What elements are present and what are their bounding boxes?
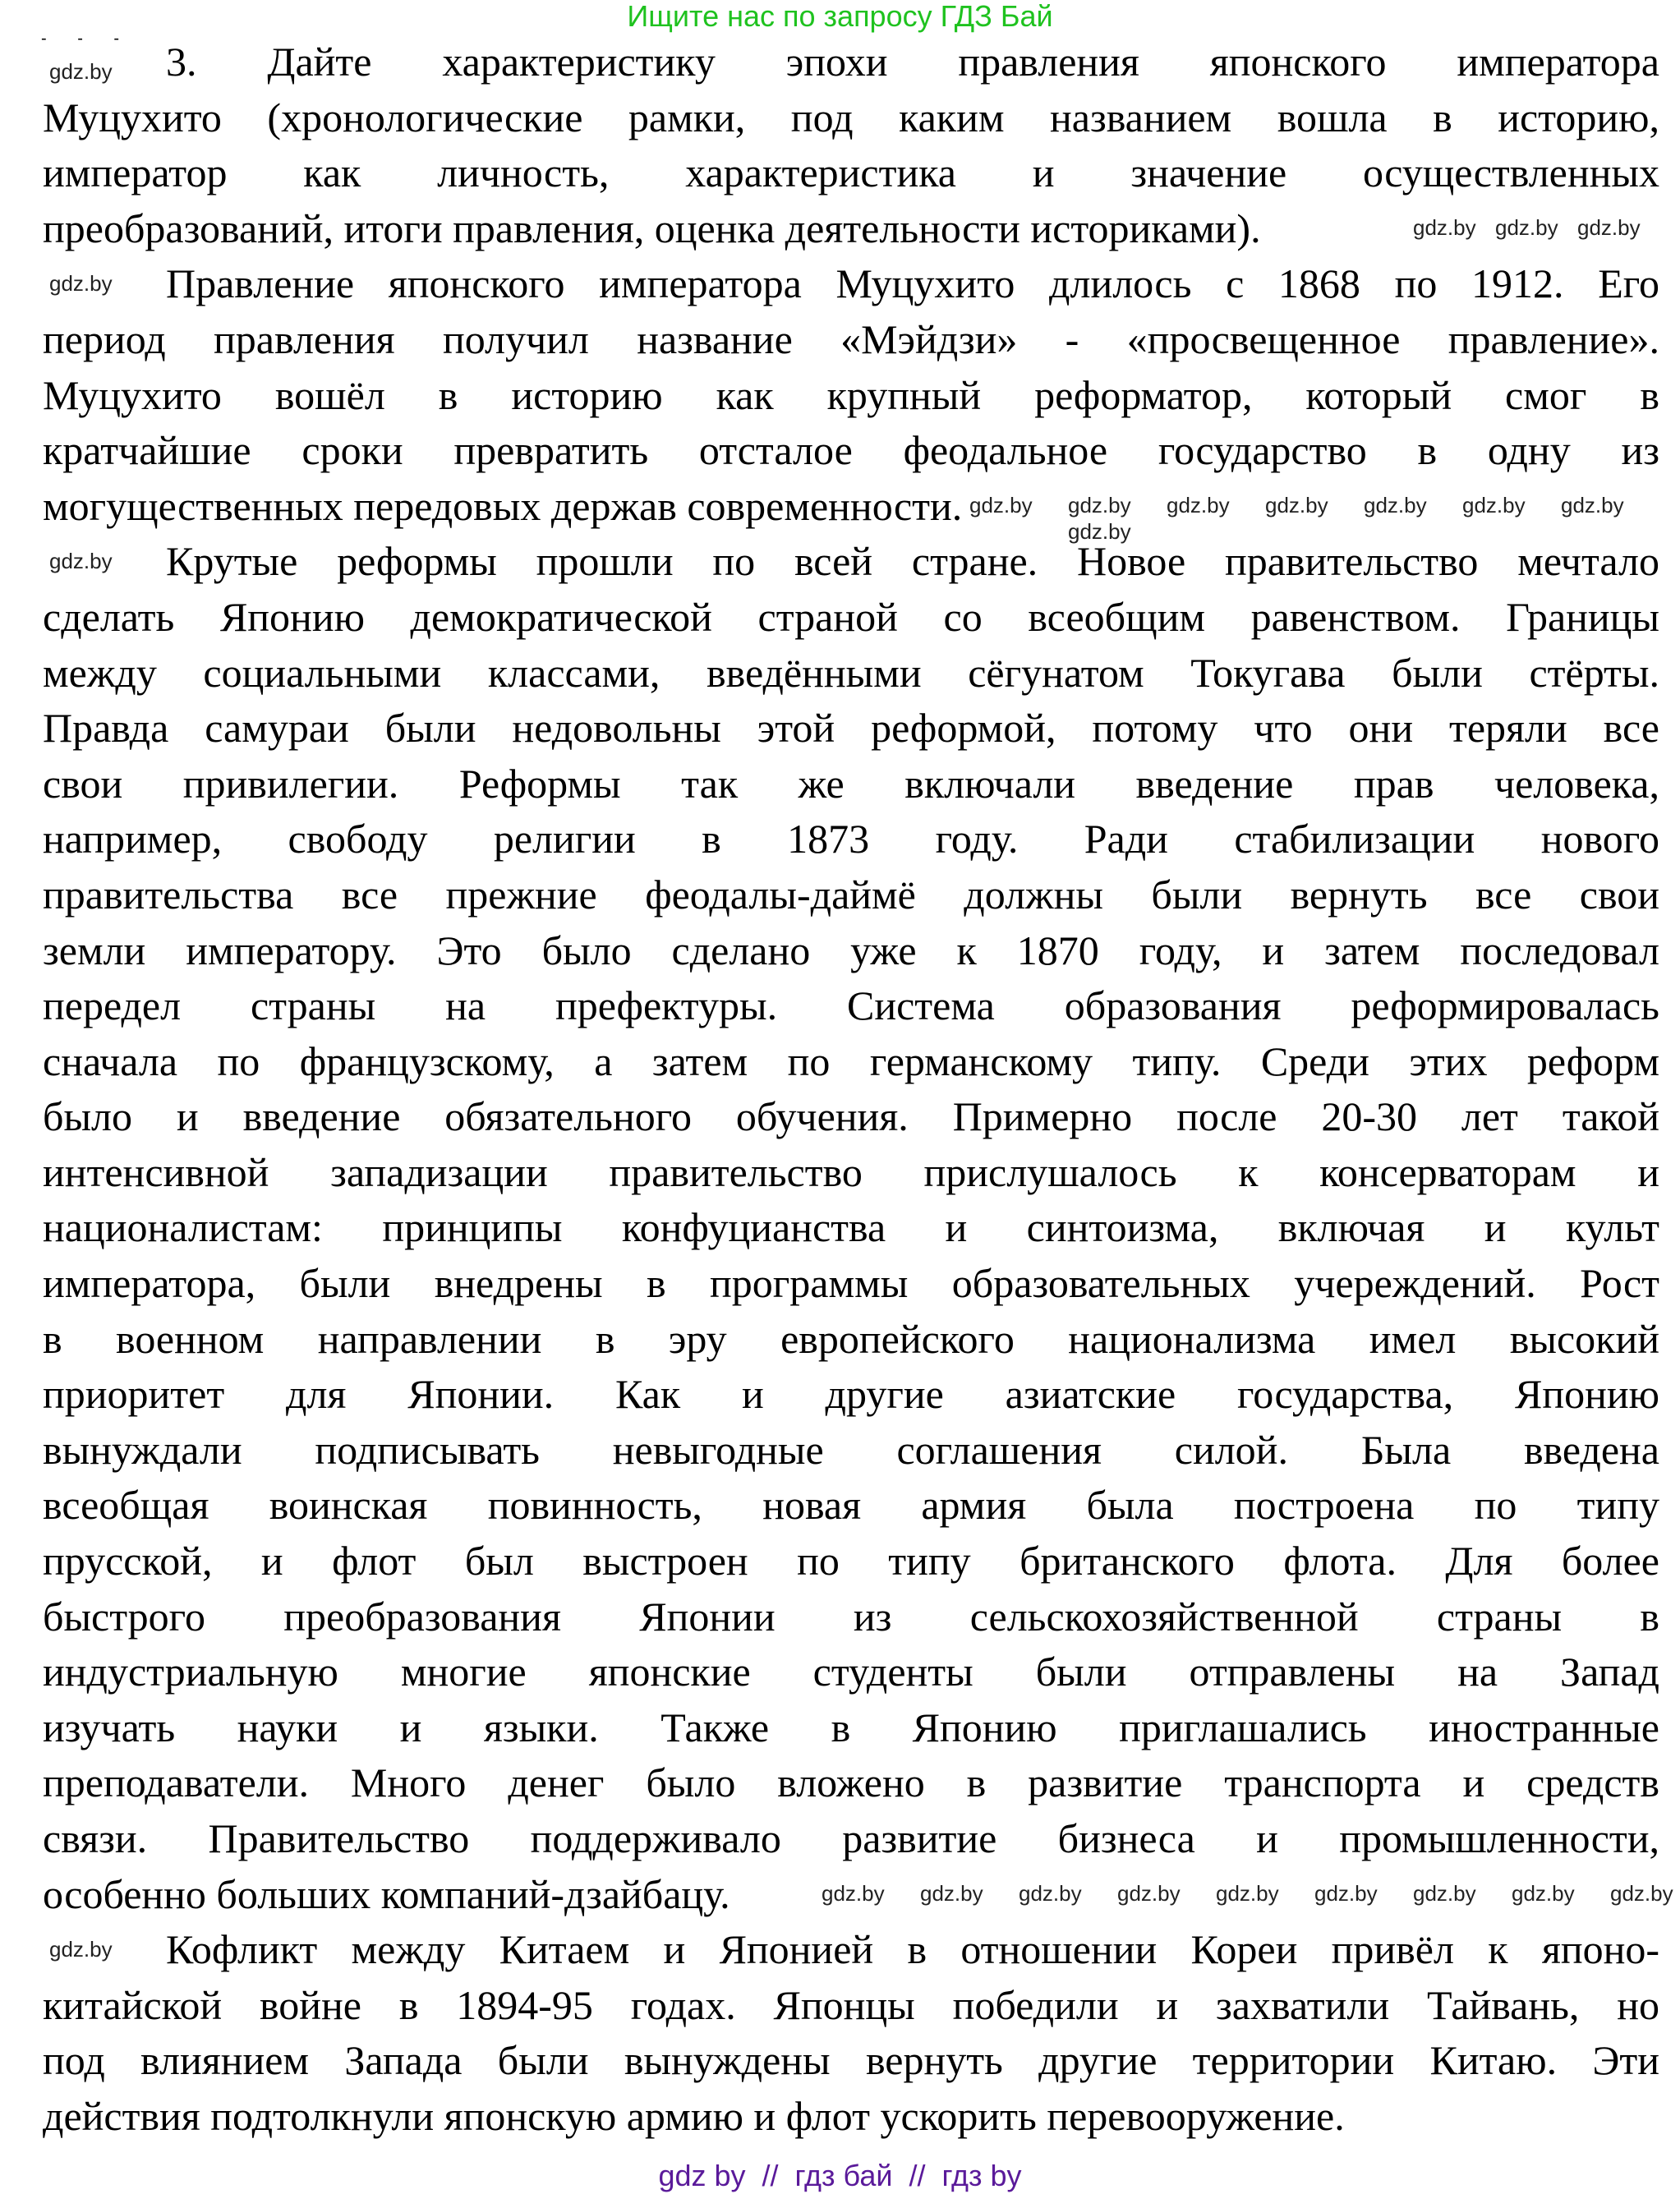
- text-line: Правда самураи были недовольны этой реформой, потому что они теряли все: [43, 705, 1659, 752]
- text-line: связи. Правительство поддерживало развитие бизнеса и промышленности,: [43, 1815, 1659, 1861]
- text-line: особенно больших компаний-дзайбацу.: [43, 1870, 730, 1917]
- text-line: сначала по французскому, а затем по германскому типу. Среди этих реформ: [43, 1037, 1659, 1084]
- watermark: gdz.by: [969, 493, 1033, 517]
- watermark: gdz.by: [1561, 493, 1624, 517]
- watermark: gdz.by: [920, 1881, 983, 1906]
- watermark: gdz.by: [1068, 519, 1131, 544]
- watermark: gdz.by: [1413, 1881, 1476, 1906]
- text-line: преобразований, итоги правления, оценка деятельности историками).: [43, 205, 1261, 251]
- watermark: gdz.by: [1167, 493, 1230, 517]
- text-line: кратчайшие сроки превратить отсталое феодальное государство в одну из: [43, 427, 1659, 474]
- text-line: вынуждали подписывать невыгодные соглашения силой. Была введена: [43, 1426, 1659, 1473]
- watermark: gdz.by: [1512, 1881, 1575, 1906]
- text-line: преподаватели. Много денег было вложено в развитие транспорта и средств: [43, 1759, 1659, 1806]
- text-line: свои привилегии. Реформы так же включали введение прав человека,: [43, 760, 1659, 807]
- text-line: могущественных передовых держав современности.: [43, 482, 963, 529]
- document-body: [43, 34, 1659, 2145]
- text-line: интенсивной западизации правительство прислушалось к консерваторам и: [43, 1148, 1659, 1195]
- watermark: gdz.by: [1610, 1881, 1673, 1906]
- text-line: было и введение обязательного обучения. Примерно после 20-30 лет такой: [43, 1093, 1659, 1140]
- text-line: Муцухито вошёл в историю как крупный реформатор, который смог в: [43, 371, 1659, 418]
- text-line: передел страны на префектуры. Система образования реформировалась: [43, 982, 1659, 1029]
- watermark: gdz.by: [822, 1881, 885, 1906]
- watermark: gdz.by: [49, 59, 113, 84]
- watermark: gdz.by: [1577, 215, 1641, 240]
- text-line: в военном направлении в эру европейского национализма имел высокий: [43, 1315, 1659, 1362]
- text-line: 3. Дайте характеристику эпохи правления японского императора: [166, 39, 1659, 85]
- text-line: быстрого преобразования Японии из сельскохозяйственной страны в: [43, 1593, 1659, 1640]
- text-line: приоритет для Японии. Как и другие азиатские государства, Японию: [43, 1371, 1659, 1418]
- dashes-decoration: - - -: [41, 30, 133, 48]
- watermark: gdz.by: [49, 1937, 113, 1962]
- watermark: gdz.by: [49, 271, 113, 296]
- text-line: правительства все прежние феодалы-даймё должны были вернуть все свои: [43, 871, 1659, 918]
- text-line: китайской войне в 1894-95 годах. Японцы победили и захватили Тайвань, но: [43, 1981, 1659, 2028]
- text-line: изучать науки и языки. Также в Японию приглашались иностранные: [43, 1704, 1659, 1750]
- text-line: например, свободу религии в 1873 году. Ради стабилизации нового: [43, 816, 1659, 862]
- text-line: всеобщая воинская повинность, новая армия была построена по типу: [43, 1482, 1659, 1529]
- search-banner: Ищите нас по запросу ГДЗ Бай: [627, 0, 1053, 33]
- watermark: gdz.by: [1495, 215, 1558, 240]
- text-line: Крутые реформы прошли по всей стране. Новое правительство мечтало: [166, 538, 1659, 585]
- watermark: gdz.by: [1265, 493, 1328, 517]
- watermark: gdz.by: [1019, 1881, 1082, 1906]
- watermark: gdz.by: [1462, 493, 1526, 517]
- text-line: Муцухито (хронологические рамки, под каким названием вошла в историю,: [43, 94, 1659, 140]
- text-line: националистам: принципы конфуцианства и синтоизма, включая и культ: [43, 1204, 1659, 1251]
- text-line: под влиянием Запада были вынуждены вернуть другие территории Китаю. Эти: [43, 2037, 1659, 2084]
- watermark: gdz.by: [49, 549, 113, 573]
- text-line: императора, были внедрены в программы образовательных учереждений. Рост: [43, 1260, 1659, 1307]
- watermark: gdz.by: [1216, 1881, 1279, 1906]
- watermark: gdz.by: [1314, 1881, 1378, 1906]
- text-line: прусской, и флот был выстроен по типу британского флота. Для более: [43, 1538, 1659, 1585]
- text-line: Правление японского императора Муцухито длилось с 1868 по 1912. Его: [166, 260, 1659, 307]
- text-line: период правления получил название «Мэйдзи» - «просвещенное правление».: [43, 315, 1659, 362]
- watermark: gdz.by: [1117, 1881, 1181, 1906]
- text-line: император как личность, характеристика и значение осуществленных: [43, 149, 1659, 196]
- text-line: сделать Японию демократической страной со всеобщим равенством. Границы: [43, 593, 1659, 640]
- text-line: действия подтолкнули японскую армию и флот ускорить перевооружение.: [43, 2092, 1345, 2139]
- text-line: между социальными классами, введёнными сёгунатом Токугава были стёрты.: [43, 649, 1659, 696]
- text-line: земли императору. Это было сделано уже к 1870 году, и затем последовал: [43, 927, 1659, 973]
- text-line: Кофликт между Китаем и Японией в отношении Кореи привёл к японо-: [166, 1926, 1659, 1973]
- watermark: gdz.by: [1413, 215, 1476, 240]
- footer-links: gdz by // гдз бай // гдз by: [658, 2159, 1022, 2192]
- watermark: gdz.by: [1364, 493, 1427, 517]
- watermark: gdz.by: [1068, 493, 1131, 517]
- text-line: индустриальную многие японские студенты были отправлены на Запад: [43, 1649, 1659, 1695]
